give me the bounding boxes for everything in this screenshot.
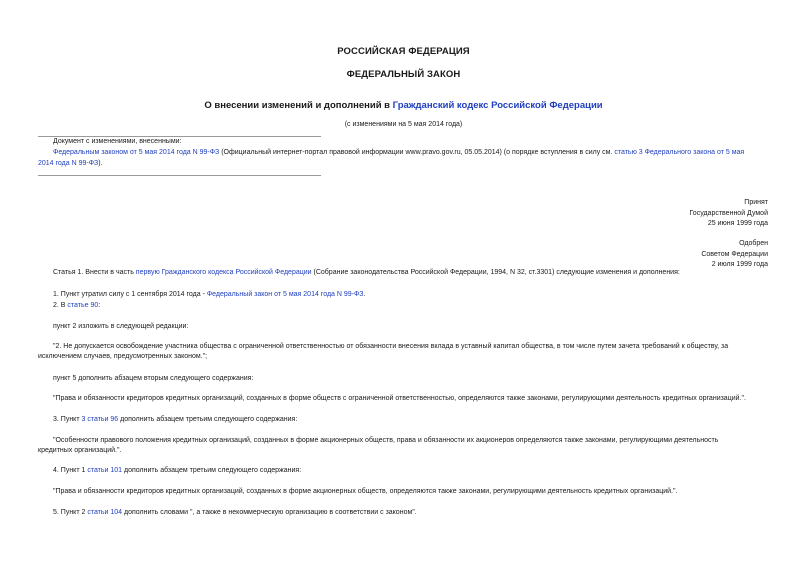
divider-bottom <box>38 175 321 176</box>
item-4 <box>53 466 773 476</box>
item-2-sub: пункт 2 изложить в следующей редакции: <box>53 323 189 330</box>
title-prefix: О внесении изменений и дополнений в <box>204 100 393 111</box>
law-type-heading: ФЕДЕРАЛЬНЫЙ ЗАКОН <box>346 69 461 80</box>
civil-code-part-one-link[interactable]: первую Гражданского кодекса Российской Федерации <box>135 269 312 276</box>
amending-law-link[interactable]: Федеральным законом от 5 мая 2014 года N 99-ФЗ <box>53 149 220 156</box>
changes-text: (Официальный интернет-портал правовой информации www.pravo.gov.ru, 05.05.2014) (о порядке вступления в силу см. <box>219 149 615 156</box>
item-2-end: : <box>98 302 101 309</box>
quote-3-line-2: кредитных организаций.". <box>38 447 122 454</box>
item-5-end: дополнить словами ", а также в некоммерческую организацию в соответствии с законом". <box>122 509 417 516</box>
item-4-text: 4. Пункт 1 <box>53 467 88 474</box>
article-104-link[interactable]: статьи 104 <box>87 509 123 516</box>
item-1-text: 1. Пункт утратил силу с 1 сентября 2014 года - <box>53 291 207 298</box>
changes-closing: ). <box>98 160 103 167</box>
item-3 <box>53 415 773 425</box>
article-101-link[interactable]: статьи 101 <box>87 467 123 474</box>
approved-date: 2 июля 1999 года <box>711 261 768 268</box>
article-1-text: Статья 1. Внести в часть <box>53 269 136 276</box>
quote-1-line-2: исключением случаев, предусмотренных законом."; <box>38 353 208 360</box>
civil-code-link[interactable]: Гражданский кодекс Российской Федерации <box>392 100 603 111</box>
quote-2: "Права и обязанности кредиторов кредитных организаций, созданных в форме обществ с ограниченной ответственностью, определяются также законами, регулирующими деятельность кредитных организаций.". <box>53 395 746 402</box>
item-1 <box>53 290 773 300</box>
document-title <box>0 100 807 111</box>
revision-note: (с изменениями на 5 мая 2014 года) <box>344 121 463 128</box>
duma-label: Государственной Думой <box>689 209 768 217</box>
accepted-date: 25 июня 1999 года <box>707 220 768 227</box>
article-3-link-continued[interactable]: 2014 года N 99-ФЗ <box>38 160 99 167</box>
approved-label: Одобрен <box>739 240 768 247</box>
quote-4: "Права и обязанности кредиторов кредитных организаций, созданных в форме акционерных обществ, определяются также законами, регулирующими деятельность кредитных организаций.". <box>53 488 678 495</box>
accepted-label: Принят <box>744 199 768 206</box>
item-5 <box>53 508 773 518</box>
article-90-link[interactable]: статье 90 <box>67 302 99 309</box>
point-3-link[interactable]: 3 <box>81 416 86 423</box>
item-4-end: дополнить абзацем третьим следующего содержания: <box>122 467 302 474</box>
changes-intro: Документ с изменениями, внесенными: <box>53 138 182 145</box>
law-99fz-link[interactable]: Федеральный закон от 5 мая 2014 года N 99-ФЗ <box>206 291 364 298</box>
council-label: Советом Федерации <box>701 250 768 258</box>
item-2-text: 2. В <box>53 302 68 309</box>
quote-3-line-1: "Особенности правового положения кредитных организаций, созданных в форме акционерных обществ, права и обязанности их акционеров определяются также законами, регулирующими деятельность <box>53 437 719 444</box>
item-2-sub-2: пункт 5 дополнить абзацем вторым следующего содержания: <box>53 375 254 382</box>
country-heading: РОССИЙСКАЯ ФЕДЕРАЦИЯ <box>337 46 470 57</box>
item-5-text: 5. Пункт 2 <box>53 509 88 516</box>
adoption-duma <box>689 198 768 230</box>
changes-line-1 <box>53 148 773 158</box>
changes-line-2 <box>38 159 758 169</box>
adoption-council <box>701 239 768 271</box>
article-1-text-end: (Собрание законодательства Российской Федерации, 1994, N 32, ст.3301) следующие изменения и дополнения: <box>311 269 680 276</box>
item-1-end: . <box>363 291 366 298</box>
article-1 <box>53 268 773 278</box>
item-3-end: дополнить абзацем третьим следующего содержания: <box>118 416 298 423</box>
article-3-link[interactable]: статью 3 Федерального закона от 5 мая <box>614 149 745 156</box>
item-3-text: 3. Пункт <box>53 416 82 423</box>
item-2 <box>53 301 773 311</box>
article-96-link[interactable]: статьи 96 <box>87 416 119 423</box>
quote-1-line-1: "2. Не допускается освобождение участника общества с ограниченной ответственностью от обязанности внесения вклада в уставный капитал общества, в том числе путем зачета требований к обществу, за <box>53 343 729 350</box>
